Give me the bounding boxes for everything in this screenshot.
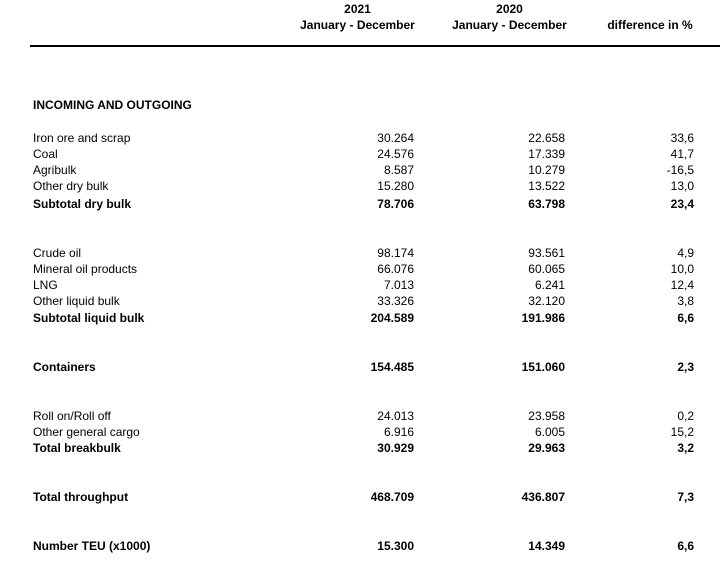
value-2020: 93.561 [528, 246, 565, 260]
value-2020: 6.005 [534, 425, 565, 439]
row-label: Other liquid bulk [33, 294, 120, 308]
difference-percent: 41,7 [670, 147, 694, 161]
value-2020: 6.241 [534, 278, 565, 292]
row-label: Subtotal liquid bulk [33, 311, 145, 325]
difference-percent: 3,2 [677, 441, 694, 455]
value-2020: 32.120 [528, 294, 565, 308]
period-2020-label: January - December [452, 18, 567, 32]
difference-percent: 12,4 [670, 278, 694, 292]
table-row [0, 359, 728, 375]
year-2021-label: 2021 [344, 2, 371, 16]
period-2021-label: January - December [300, 18, 415, 32]
table-row [0, 310, 728, 326]
value-2021: 30.929 [377, 441, 414, 455]
row-label: Other dry bulk [33, 179, 109, 193]
value-2021: 468.709 [370, 490, 414, 504]
value-2021: 7.013 [383, 278, 414, 292]
difference-percent: 15,2 [670, 425, 694, 439]
value-2020: 10.279 [528, 163, 565, 177]
value-2021: 15.300 [377, 539, 414, 553]
value-2020: 22.658 [528, 131, 565, 145]
table-row [0, 408, 728, 424]
table-row [0, 130, 728, 146]
value-2021: 15.280 [377, 179, 414, 193]
row-label: Containers [33, 360, 96, 374]
value-2020: 191.986 [521, 311, 565, 325]
value-2020: 436.807 [521, 490, 565, 504]
difference-percent: 2,3 [677, 360, 694, 374]
table-row [0, 178, 728, 194]
value-2021: 154.485 [370, 360, 414, 374]
value-2020: 23.958 [528, 409, 565, 423]
table-row [0, 293, 728, 309]
table-row [0, 162, 728, 178]
column-header-difference: difference in % [607, 18, 693, 32]
table-row [0, 440, 728, 456]
difference-percent: 6,6 [677, 311, 694, 325]
difference-percent: 3,8 [677, 294, 694, 308]
value-2020: 29.963 [528, 441, 565, 455]
row-label: Other general cargo [33, 425, 140, 439]
value-2020: 63.798 [528, 197, 565, 211]
row-label: Total breakbulk [33, 441, 121, 455]
value-2021: 8.587 [383, 163, 414, 177]
row-label: Mineral oil products [33, 262, 138, 276]
row-label: Agribulk [33, 163, 77, 177]
row-label: Number TEU (x1000) [33, 539, 151, 553]
value-2021: 66.076 [377, 262, 414, 276]
value-2021: 24.013 [377, 409, 414, 423]
header-divider [30, 45, 720, 47]
difference-percent: -16,5 [666, 163, 694, 177]
year-2020-label: 2020 [496, 2, 523, 16]
row-label: Total throughput [33, 490, 129, 504]
row-label: LNG [33, 278, 58, 292]
value-2021: 33.326 [377, 294, 414, 308]
value-2020: 14.349 [528, 539, 565, 553]
value-2021: 30.264 [377, 131, 414, 145]
section-title: INCOMING AND OUTGOING [33, 98, 192, 112]
table-row [0, 424, 728, 440]
value-2020: 60.065 [528, 262, 565, 276]
difference-percent: 13,0 [670, 179, 694, 193]
difference-percent: 4,9 [677, 246, 694, 260]
value-2021: 78.706 [377, 197, 414, 211]
value-2021: 24.576 [377, 147, 414, 161]
table-row [0, 277, 728, 293]
column-header-2020 [442, 1, 577, 33]
difference-percent: 7,3 [677, 490, 694, 504]
table-row [0, 146, 728, 162]
table-row [0, 245, 728, 261]
row-label: Subtotal dry bulk [33, 197, 132, 211]
value-2021: 98.174 [377, 246, 414, 260]
value-2021: 6.916 [383, 425, 414, 439]
table-row [0, 538, 728, 554]
difference-percent: 10,0 [670, 262, 694, 276]
column-header-2021 [290, 1, 425, 33]
row-label: Coal [33, 147, 58, 161]
value-2020: 151.060 [521, 360, 565, 374]
difference-percent: 33,6 [670, 131, 694, 145]
difference-percent: 6,6 [677, 539, 694, 553]
row-label: Iron ore and scrap [33, 131, 131, 145]
difference-percent: 23,4 [670, 197, 694, 211]
difference-percent: 0,2 [677, 409, 694, 423]
value-2020: 13.522 [528, 179, 565, 193]
row-label: Crude oil [33, 246, 82, 260]
table-row [0, 196, 728, 212]
table-row [0, 489, 728, 505]
table-row [0, 261, 728, 277]
value-2020: 17.339 [528, 147, 565, 161]
value-2021: 204.589 [370, 311, 414, 325]
row-label: Roll on/Roll off [33, 409, 111, 423]
